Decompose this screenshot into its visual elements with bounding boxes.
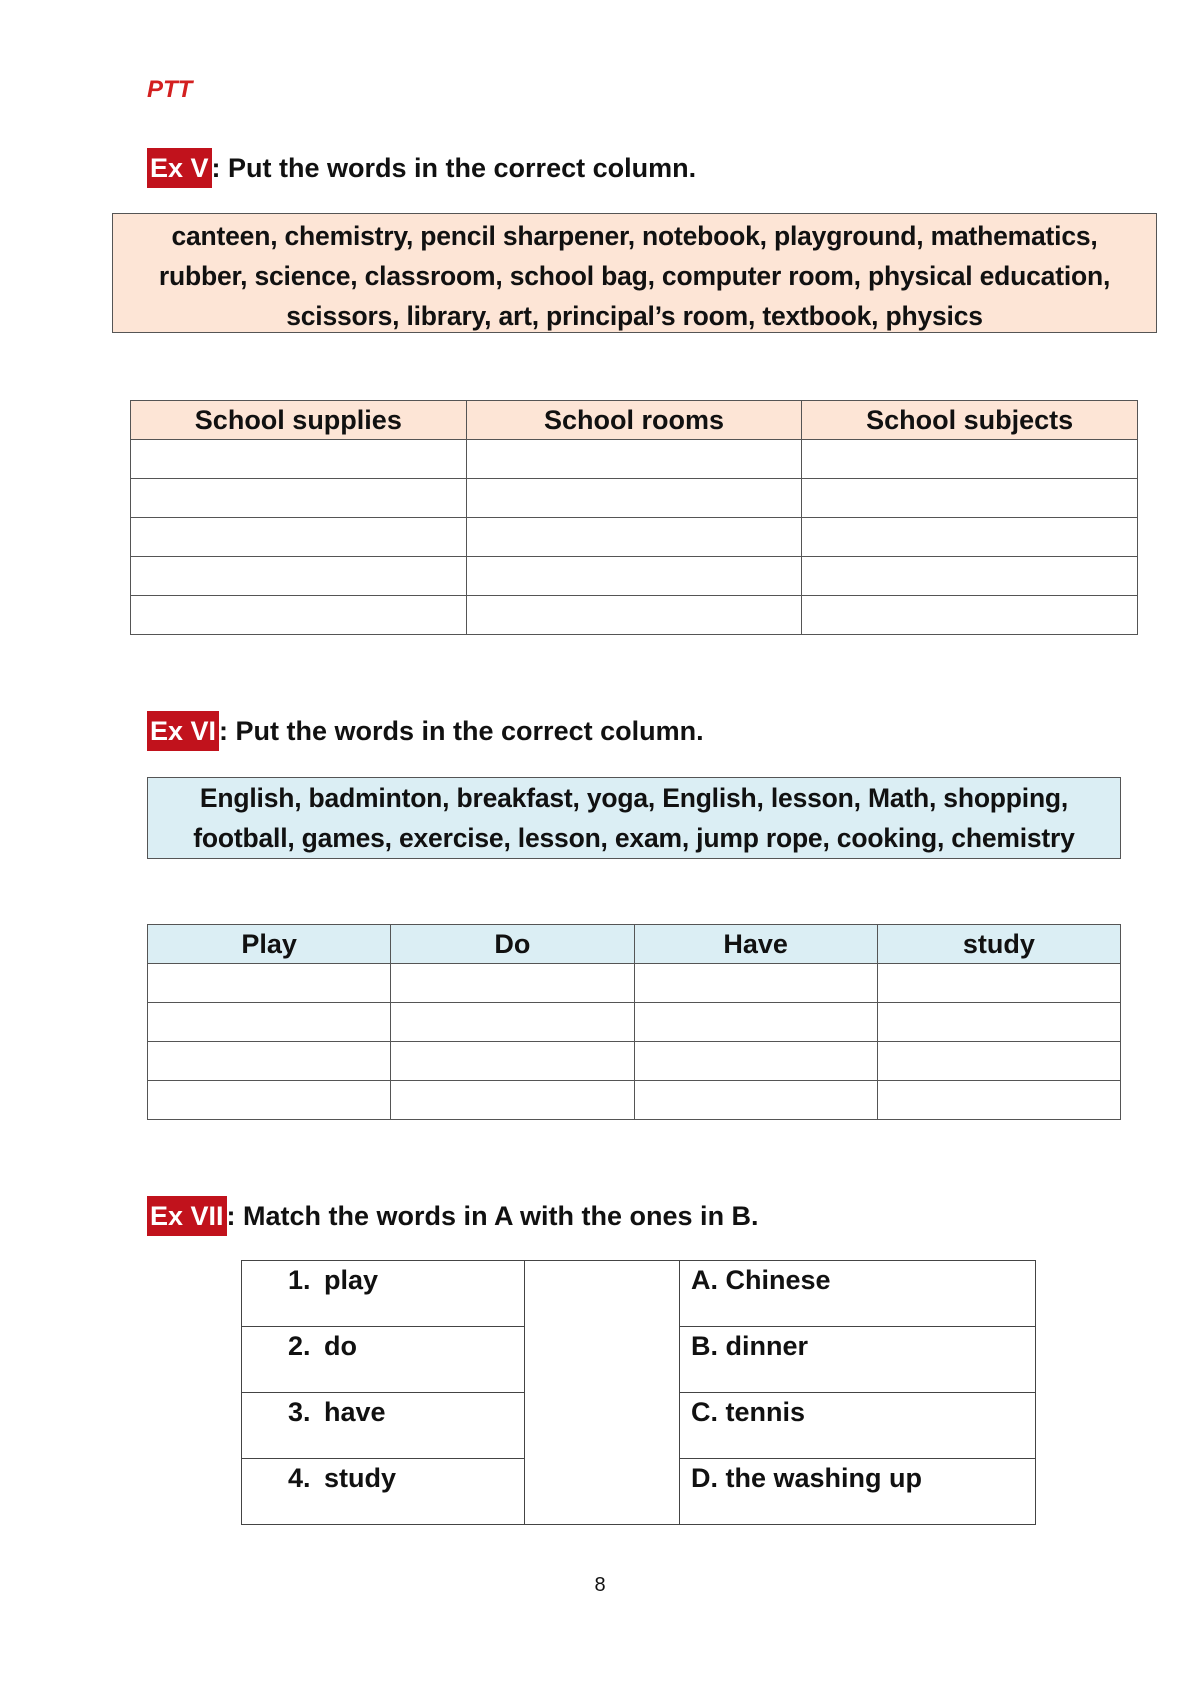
ex5-word-line: scissors, library, art, principal’s room, textbook, physics [286, 301, 983, 331]
answer-cell[interactable] [148, 1081, 391, 1120]
ex6-col-header: Do [391, 925, 634, 964]
ex6-tag: Ex VI [147, 711, 219, 751]
answer-cell[interactable] [131, 557, 467, 596]
column-a-item: 3. have [242, 1393, 525, 1459]
table-row [131, 596, 1138, 635]
ex5-table [130, 400, 1138, 635]
ex6-instruction: : Put the words in the correct column. [219, 716, 704, 746]
answer-cell[interactable] [391, 1081, 634, 1120]
ex7-instruction: : Match the words in A with the ones in B. [226, 1201, 759, 1231]
column-b-item: D. the washing up [680, 1459, 1036, 1525]
table-row [148, 1003, 1121, 1042]
column-a-item: 1. play [242, 1261, 525, 1327]
answer-cell[interactable] [877, 964, 1120, 1003]
ex6-word-line: football, games, exercise, lesson, exam, jump rope, cooking, chemistry [193, 823, 1075, 853]
ex6-col-header: Play [148, 925, 391, 964]
ex6-table-header [148, 925, 1121, 964]
answer-cell[interactable] [877, 1003, 1120, 1042]
column-a-item: 4. study [242, 1459, 525, 1525]
answer-cell[interactable] [148, 1003, 391, 1042]
answer-cell[interactable] [131, 479, 467, 518]
table-row [242, 1261, 1036, 1327]
ex6-col-header: Have [634, 925, 877, 964]
answer-cell[interactable] [802, 440, 1138, 479]
answer-cell[interactable] [131, 596, 467, 635]
ex6-col-header: study [877, 925, 1120, 964]
answer-cell[interactable] [131, 518, 467, 557]
answer-cell[interactable] [877, 1081, 1120, 1120]
answer-cell[interactable] [466, 440, 802, 479]
answer-cell[interactable] [131, 440, 467, 479]
table-row [131, 557, 1138, 596]
ex6-heading [147, 711, 704, 751]
table-row [148, 1081, 1121, 1120]
answer-cell[interactable] [802, 596, 1138, 635]
ex5-col-header: School supplies [131, 401, 467, 440]
table-row [148, 964, 1121, 1003]
ex5-word-line: rubber, science, classroom, school bag, computer room, physical education, [158, 261, 1111, 291]
answer-cell[interactable] [802, 479, 1138, 518]
ex7-match-table [241, 1260, 1036, 1525]
ex5-tag: Ex V [147, 148, 212, 188]
header-label: PTT [147, 76, 193, 103]
ex6-word-box [147, 777, 1121, 859]
ex7-heading [147, 1196, 759, 1236]
table-row [131, 440, 1138, 479]
table-row [148, 1042, 1121, 1081]
answer-cell[interactable] [877, 1042, 1120, 1081]
answer-cell[interactable] [391, 1003, 634, 1042]
answer-cell[interactable] [391, 964, 634, 1003]
answer-cell[interactable] [466, 557, 802, 596]
ex5-table-header [131, 401, 1138, 440]
answer-cell[interactable] [466, 518, 802, 557]
ex5-col-header: School rooms [466, 401, 802, 440]
ex5-col-header: School subjects [802, 401, 1138, 440]
matching-area[interactable] [525, 1261, 680, 1525]
table-row [131, 518, 1138, 557]
answer-cell[interactable] [802, 518, 1138, 557]
answer-cell[interactable] [148, 1042, 391, 1081]
answer-cell[interactable] [634, 1042, 877, 1081]
answer-cell[interactable] [466, 479, 802, 518]
ex5-heading [147, 148, 696, 188]
answer-cell[interactable] [634, 1003, 877, 1042]
answer-cell[interactable] [148, 964, 391, 1003]
table-row [131, 479, 1138, 518]
answer-cell[interactable] [391, 1042, 634, 1081]
column-b-item: A. Chinese [680, 1261, 1036, 1327]
ex6-word-line: English, badminton, breakfast, yoga, English, lesson, Math, shopping, [199, 783, 1069, 813]
answer-cell[interactable] [466, 596, 802, 635]
column-b-item: B. dinner [680, 1327, 1036, 1393]
page-number: 8 [594, 1574, 606, 1596]
answer-cell[interactable] [634, 964, 877, 1003]
ex6-table [147, 924, 1121, 1120]
ex5-word-box [112, 213, 1157, 333]
ex5-instruction: : Put the words in the correct column. [211, 153, 697, 183]
answer-cell[interactable] [634, 1081, 877, 1120]
column-b-item: C. tennis [680, 1393, 1036, 1459]
column-a-item: 2. do [242, 1327, 525, 1393]
answer-cell[interactable] [802, 557, 1138, 596]
ex7-tag: Ex VII [147, 1196, 227, 1236]
ex5-word-line: canteen, chemistry, pencil sharpener, notebook, playground, mathematics, [171, 221, 1098, 251]
